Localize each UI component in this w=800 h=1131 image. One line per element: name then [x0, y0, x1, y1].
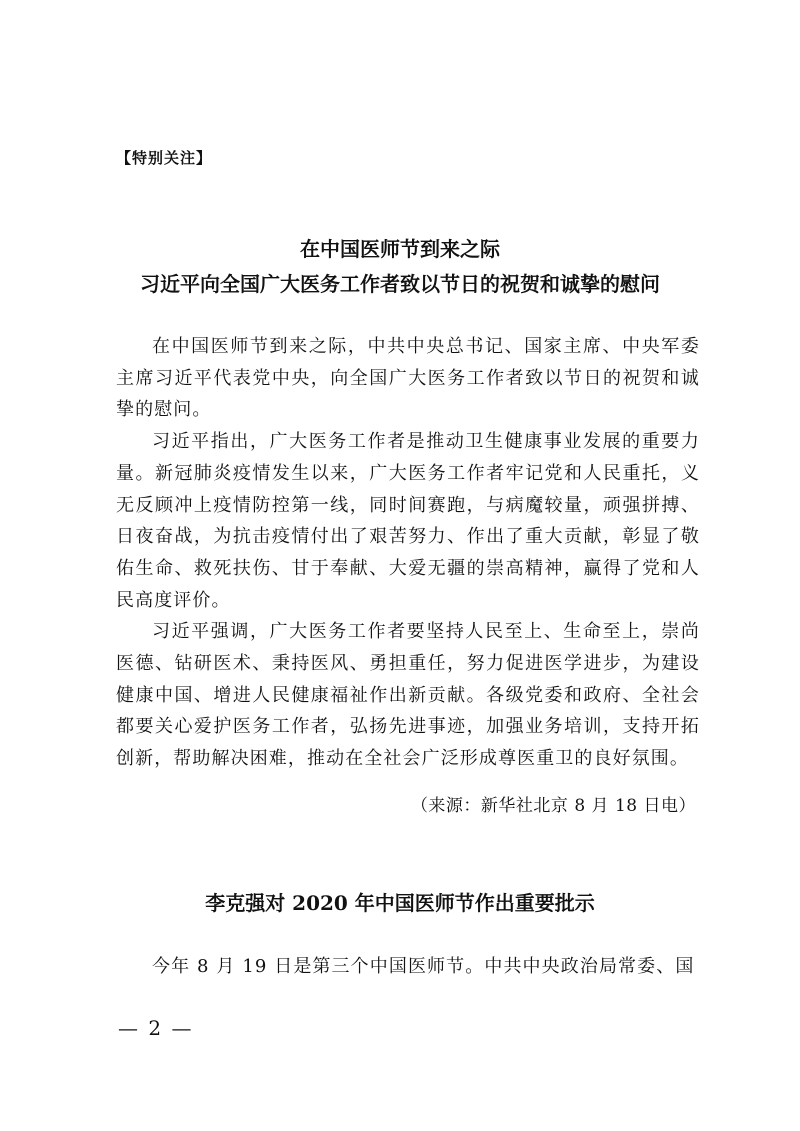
article1-title-line2: 习近平向全国广大医务工作者致以节日的祝贺和诚挚的慰问	[140, 272, 660, 296]
article2-paragraph-1: 今年 8 月 19 日是第三个中国医师节。中共中央政治局常委、国	[152, 956, 695, 977]
article2-title: 李克强对 2020 年中国医师节作出重要批示	[205, 891, 595, 915]
article1-paragraph-3: 习近平强调，广大医务工作者要坚持人民至上、生命至上，崇尚医德、钻研医术、秉持医风、勇担重任，努力促进医学进步，为建设健康中国、增进人民健康福祉作出新贡献。各级党委和政府、全社会都要关心爱护医务工作者，弘扬先进事迹，加强业务培训，支持开拓创新，帮助解决困难，推动在全社会广泛形成尊医重卫的良好氛围。	[116, 621, 700, 770]
article1-title-line1: 在中国医师节到来之际	[300, 237, 500, 261]
article2-body	[116, 951, 700, 983]
section-tag: 【特别关注】	[116, 149, 213, 167]
page-number: — 2 —	[118, 1016, 194, 1040]
article1-paragraph-1: 在中国医师节到来之际，中共中央总书记、国家主席、中央军委主席习近平代表党中央，向全国广大医务工作者致以节日的祝贺和诚挚的慰问。	[116, 336, 700, 421]
article1-body	[116, 331, 700, 775]
article1-paragraph-2: 习近平指出，广大医务工作者是推动卫生健康事业发展的重要力量。新冠肺炎疫情发生以来，广大医务工作者牢记党和人民重托，义无反顾冲上疫情防控第一线，同时间赛跑，与病魔较量，顽强拼搏、日夜奋战，为抗击疫情付出了艰苦努力、作出了重大贡献，彰显了敬佑生命、救死扶伤、甘于奉献、大爱无疆的崇高精神，赢得了党和人民高度评价。	[116, 431, 700, 611]
article1-source: （来源：新华社北京 8 月 18 日电）	[410, 796, 696, 816]
